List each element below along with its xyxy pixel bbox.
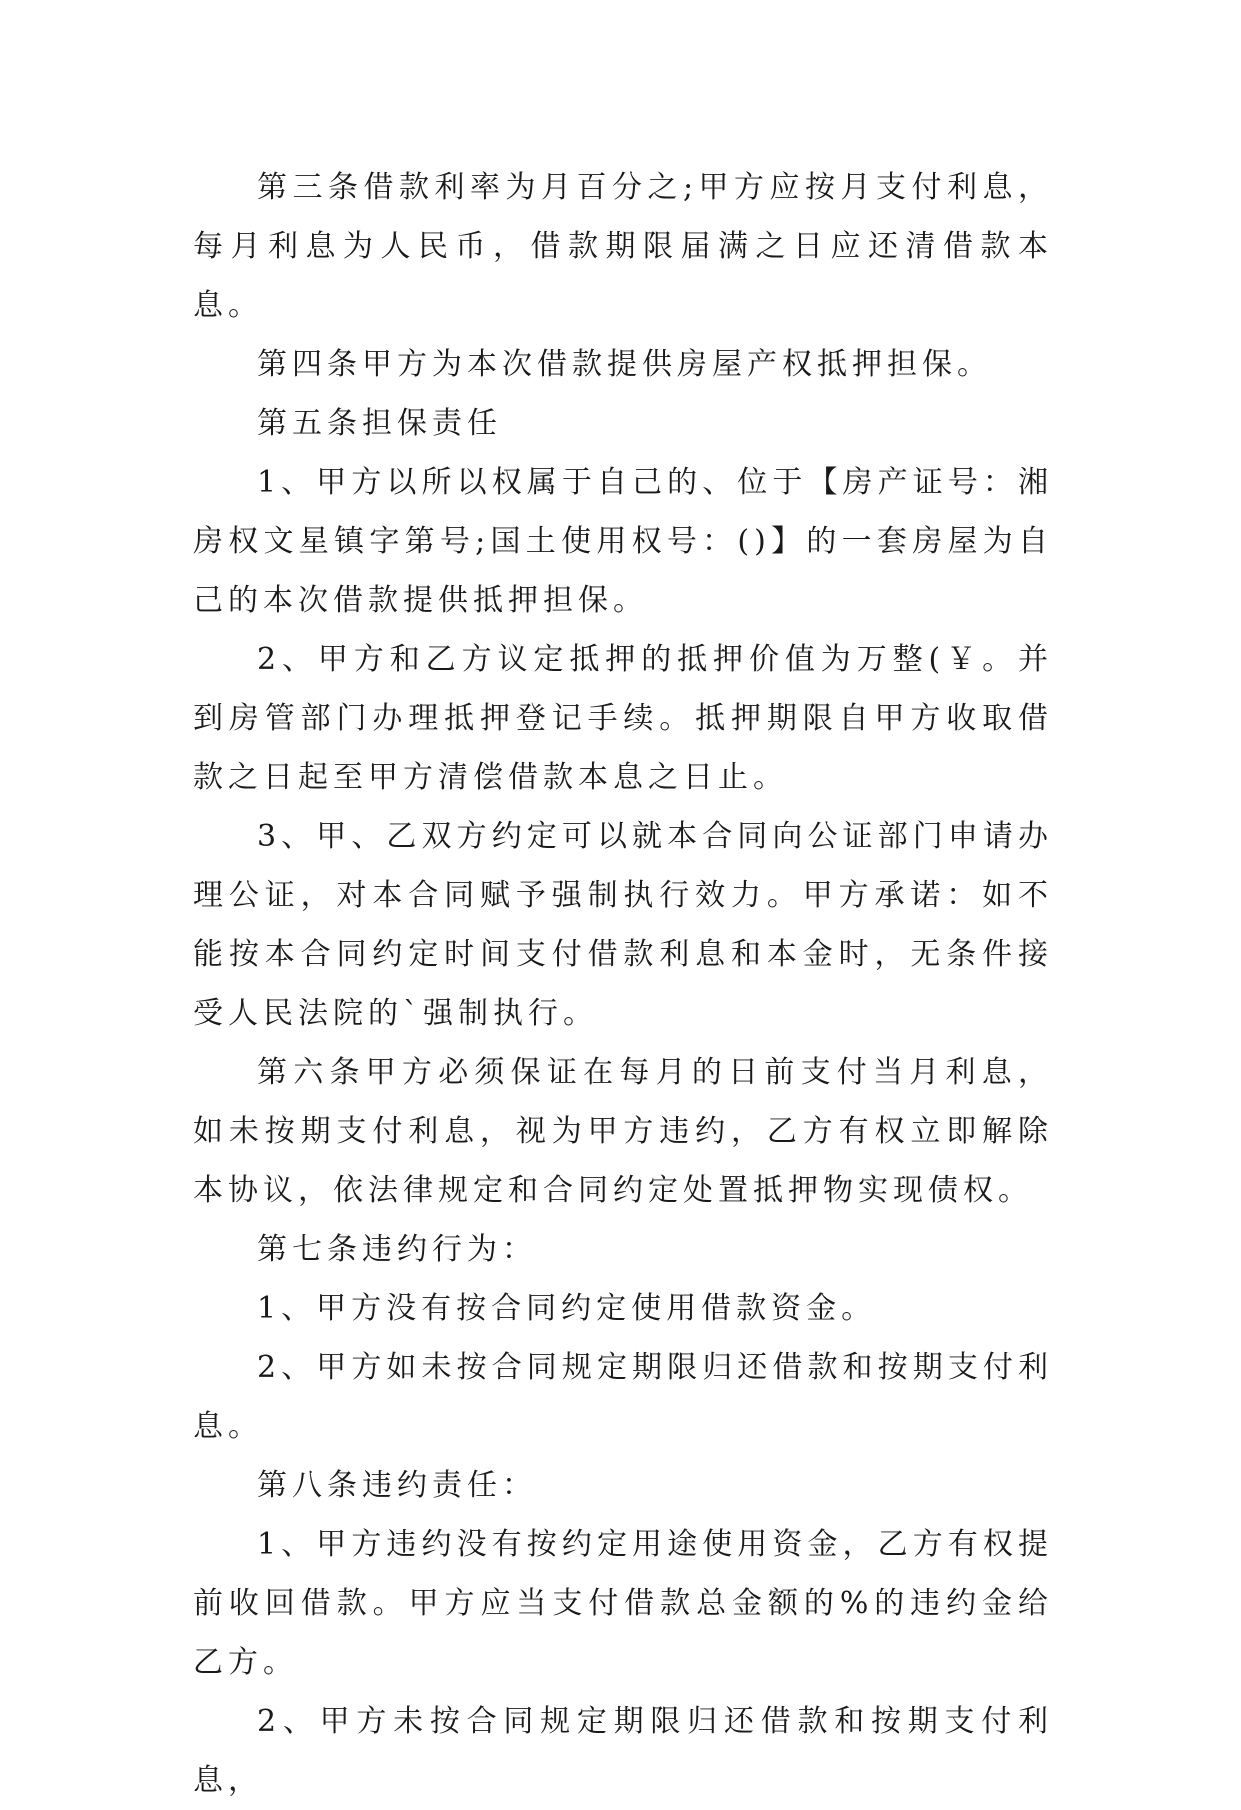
paragraph-article-7-item-1: 1、甲方没有按合同约定使用借款资金。 <box>257 1291 877 1326</box>
paragraph-article-3: 第三条借款利率为月百分之;甲方应按月支付利息，每月利息为人民币，借款期限届满之日应还清借款本息。 <box>193 170 1053 323</box>
paragraph-article-6: 第六条甲方必须保证在每月的日前支付当月利息，如未按期支付利息，视为甲方违约，乙方有权立即解除本协议，依法律规定和合同约定处置抵押物实现债权。 <box>193 1055 1053 1208</box>
paragraph-article-5-item-3: 3、甲、乙双方约定可以就本合同向公证部门申请办理公证，对本合同赋予强制执行效力。甲方承诺：如不能按本合同约定时间支付借款利息和本金时，无条件接受人民法院的`强制执行。 <box>193 819 1053 1031</box>
paragraph-article-8-item-1: 1、甲方违约没有按约定用途使用资金，乙方有权提前收回借款。甲方应当支付借款总金额的%的违约金给乙方。 <box>193 1527 1053 1680</box>
paragraph-article-7-heading: 第七条违约行为： <box>257 1232 537 1267</box>
paragraph-article-7-item-2: 2、甲方如未按合同规定期限归还借款和按期支付利息。 <box>193 1350 1053 1444</box>
paragraph-article-5-item-1: 1、甲方以所以权属于自己的、位于【房产证号：湘房权文星镇字第号;国土使用权号：()】的一套房屋为自己的本次借款提供抵押担保。 <box>193 465 1053 618</box>
paragraph-article-8-heading: 第八条违约责任： <box>257 1468 537 1503</box>
document-body <box>193 158 1053 1810</box>
paragraph-article-5-item-2: 2、甲方和乙方议定抵押的抵押价值为万整(￥。并到房管部门办理抵押登记手续。抵押期限自甲方收取借款之日起至甲方清偿借款本息之日止。 <box>193 642 1053 795</box>
paragraph-article-8-item-2: 2、甲方未按合同规定期限归还借款和按期支付利息， <box>193 1704 1053 1798</box>
paragraph-article-4: 第四条甲方为本次借款提供房屋产权抵押担保。 <box>257 347 992 382</box>
paragraph-article-5-heading: 第五条担保责任 <box>257 406 502 441</box>
